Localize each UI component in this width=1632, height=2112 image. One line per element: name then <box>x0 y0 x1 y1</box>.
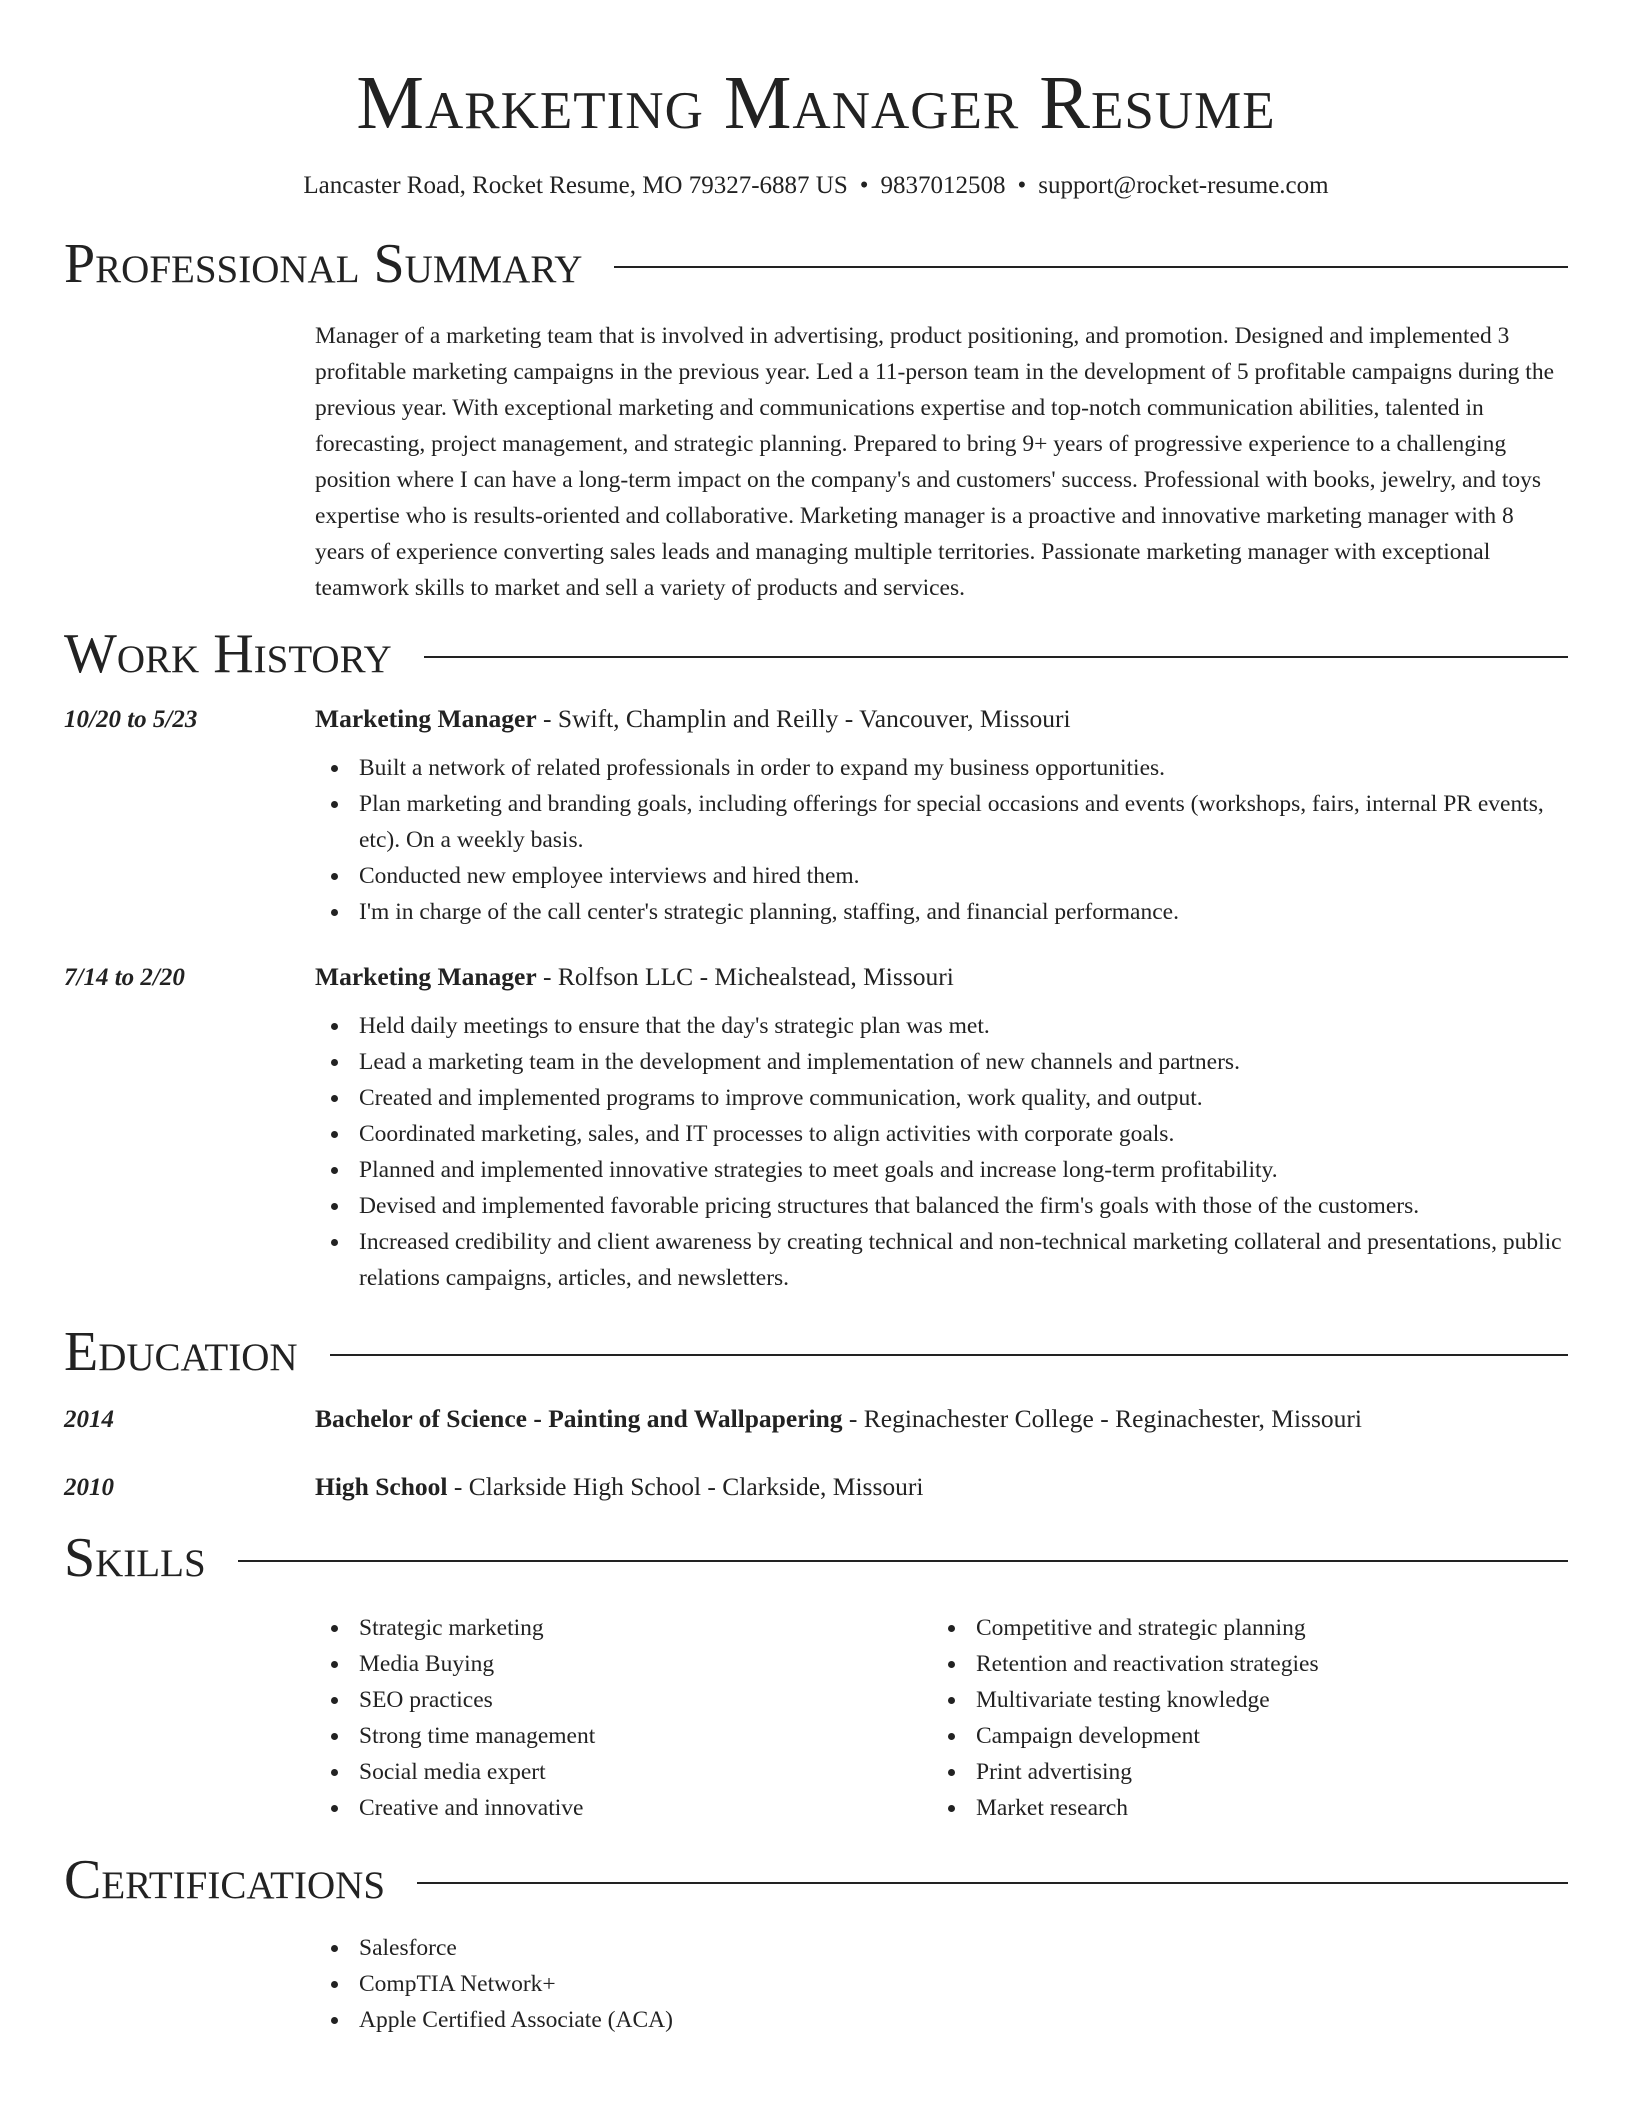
list-item: Increased credibility and client awareness by creating technical and non-technical marketing collateral and presentations, public relations campaigns, articles, and newsletters. <box>315 1224 1568 1296</box>
job-header <box>64 962 1568 992</box>
list-item: Coordinated marketing, sales, and IT processes to align activities with corporate goals. <box>315 1116 1568 1152</box>
education-school: - Reginachester College - Reginachester, Missouri <box>842 1404 1362 1433</box>
list-item: Print advertising <box>932 1754 1549 1790</box>
section-divider <box>614 266 1568 268</box>
contact-separator: • <box>859 172 869 199</box>
education-year: 2010 <box>64 1474 114 1501</box>
section-heading: Certifications <box>64 1849 386 1911</box>
list-item: Built a network of related professionals in order to expand my business opportunities. <box>315 750 1568 786</box>
list-item: CompTIA Network+ <box>315 1966 1568 2002</box>
list-item: Planned and implemented innovative strategies to meet goals and increase long-term profitability. <box>315 1152 1568 1188</box>
list-item: Salesforce <box>315 1930 1568 1966</box>
list-item: SEO practices <box>315 1682 932 1718</box>
list-item: Held daily meetings to ensure that the day's strategic plan was met. <box>315 1008 1568 1044</box>
summary-text: Manager of a marketing team that is involved in advertising, product positioning, and promotion. Designed and implemented 3 profitable marketing campaigns in the previous year. Led a 11-person team in the development of 5 profitable campaigns during the previous year. With exceptional marketing and communications expertise and top-notch communication abilities, talented in forecasting, project management, and strategic planning. Prepared to bring 9+ years of progressive experience to a challenging position where I can have a long-term impact on the company's and customers' success. Professional with books, jewelry, and toys expertise who is results-oriented and collaborative. Marketing manager is a proactive and innovative marketing manager with 8 years of experience converting sales leads and managing multiple territories. Passionate marketing manager with exceptional teamwork skills to market and sell a variety of products and services. <box>315 323 1555 601</box>
education-degree: Bachelor of Science - Painting and Wallpapering <box>315 1404 843 1433</box>
section-heading: Professional Summary <box>64 233 583 295</box>
list-item: Strategic marketing <box>315 1610 932 1646</box>
skills-list-right <box>932 1610 1549 1826</box>
job-role <box>315 704 1071 734</box>
section-work-header <box>64 622 1568 686</box>
list-item: Retention and reactivation strategies <box>932 1646 1549 1682</box>
certifications-list <box>315 1930 1568 2038</box>
list-item: Apple Certified Associate (ACA) <box>315 2002 1568 2038</box>
skills-list-left <box>315 1610 932 1826</box>
section-heading: Education <box>64 1321 298 1383</box>
job-header <box>64 704 1568 734</box>
section-summary-header <box>64 232 1568 296</box>
section-divider <box>330 1354 1568 1356</box>
list-item: Social media expert <box>315 1754 932 1790</box>
education-degree: High School <box>315 1472 448 1501</box>
education-school: - Clarkside High School - Clarkside, Missouri <box>447 1472 924 1501</box>
education-details <box>315 1472 923 1502</box>
contact-line <box>64 170 1568 202</box>
section-heading: Work History <box>64 623 392 685</box>
job-entry <box>64 704 1568 930</box>
list-item: Competitive and strategic planning <box>932 1610 1549 1646</box>
section-certifications-header <box>64 1848 1568 1912</box>
job-details: - Rolfson LLC - Michealstead, Missouri <box>536 962 954 991</box>
section-education-header <box>64 1320 1568 1384</box>
list-item: Created and implemented programs to improve communication, work quality, and output. <box>315 1080 1568 1116</box>
job-bullets <box>315 750 1568 930</box>
job-details: - Swift, Champlin and Reilly - Vancouver, Missouri <box>536 704 1071 733</box>
education-entry <box>64 1472 1568 1502</box>
skills-columns <box>315 1610 1568 1826</box>
list-item: Creative and innovative <box>315 1790 932 1826</box>
job-entry <box>64 962 1568 1296</box>
list-item: Conducted new employee interviews and hired them. <box>315 858 1568 894</box>
section-divider <box>238 1560 1568 1562</box>
list-item: I'm in charge of the call center's strategic planning, staffing, and financial performance. <box>315 894 1568 930</box>
list-item: Campaign development <box>932 1718 1549 1754</box>
list-item: Plan marketing and branding goals, including offerings for special occasions and events (workshops, fairs, internal PR events, etc). On a weekly basis. <box>315 786 1568 858</box>
job-bullets <box>315 1008 1568 1296</box>
page-title: Marketing Manager Resume <box>356 61 1276 145</box>
section-skills-header <box>64 1526 1568 1590</box>
list-item: Lead a marketing team in the development and implementation of new channels and partners. <box>315 1044 1568 1080</box>
contact-address: Lancaster Road, Rocket Resume, MO 79327-6887 US <box>303 172 848 199</box>
contact-phone: 9837012508 <box>880 172 1006 199</box>
job-title: Marketing Manager <box>315 962 537 991</box>
list-item: Devised and implemented favorable pricing structures that balanced the firm's goals with those of the customers. <box>315 1188 1568 1224</box>
education-details <box>315 1404 1362 1434</box>
contact-separator: • <box>1017 172 1027 199</box>
job-title: Marketing Manager <box>315 704 537 733</box>
education-year: 2014 <box>64 1406 114 1433</box>
list-item: Strong time management <box>315 1718 932 1754</box>
list-item: Market research <box>932 1790 1549 1826</box>
job-dates: 7/14 to 2/20 <box>64 964 185 991</box>
section-divider <box>417 1882 1568 1884</box>
list-item: Multivariate testing knowledge <box>932 1682 1549 1718</box>
list-item: Media Buying <box>315 1646 932 1682</box>
section-heading: Skills <box>64 1527 206 1589</box>
contact-email: support@rocket-resume.com <box>1038 172 1329 199</box>
education-entry <box>64 1404 1568 1434</box>
section-divider <box>424 656 1568 658</box>
job-dates: 10/20 to 5/23 <box>64 706 198 733</box>
job-role <box>315 962 954 992</box>
